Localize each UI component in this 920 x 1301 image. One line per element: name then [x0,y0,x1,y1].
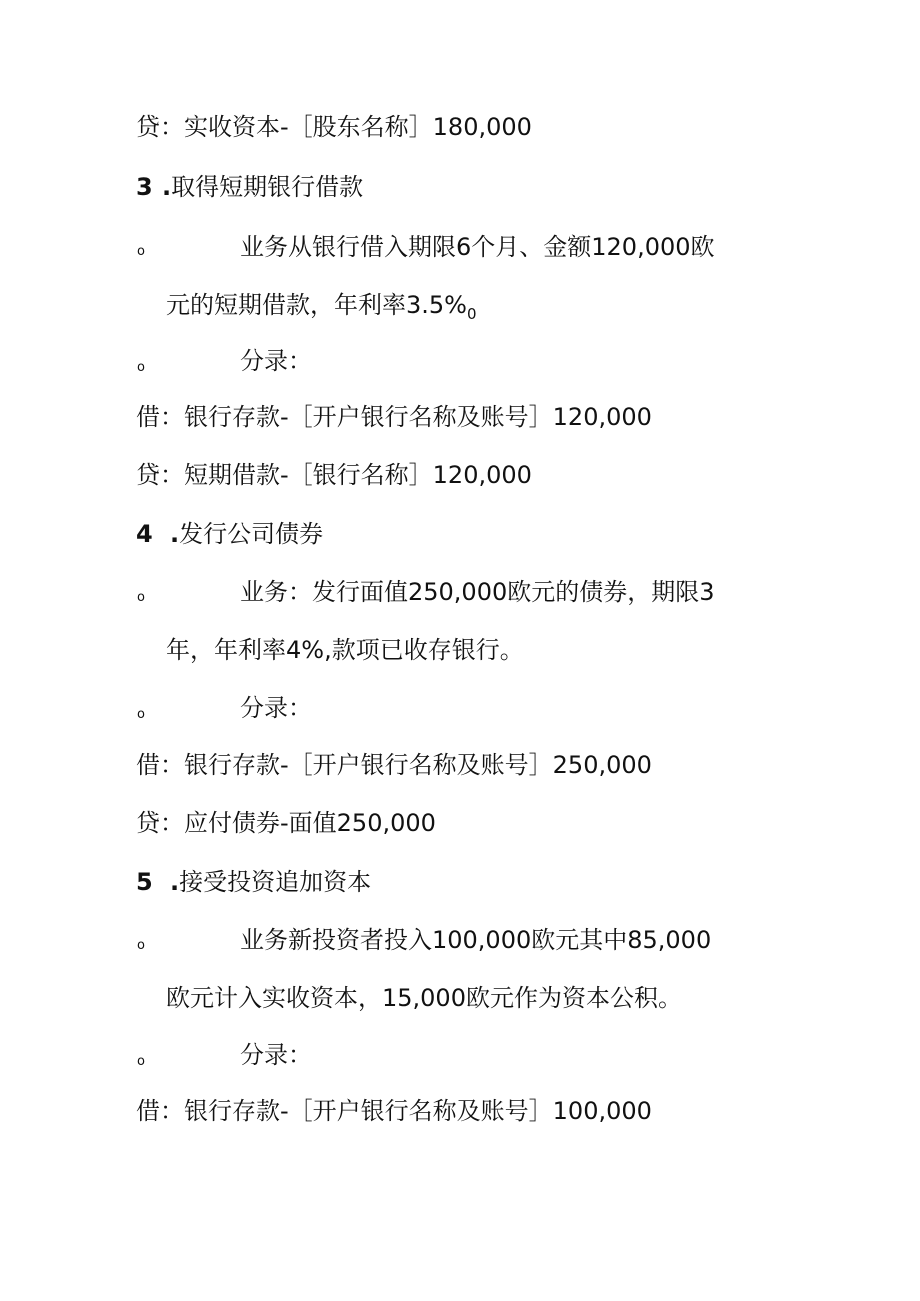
credit-entry-bonds-payable: 贷：应付债券-面值250,000 [136,809,436,837]
debit-entry-bank-deposit: 借：银行存款-［开户银行名称及账号］120,000 [136,403,652,431]
section-dot: . [162,173,172,201]
section-heading-3 [136,172,363,202]
section-heading-5 [136,867,371,897]
subscript-zero: 0 [466,305,477,323]
credit-entry-paid-in-capital: 贷：实收资本-［股东名称］180,000 [136,113,532,141]
section-number: 4 [136,520,153,548]
bullet-icon: o [137,938,145,953]
bullet-icon: o [137,244,145,259]
business-description: 业务新投资者投入100,000欧元其中85,000 [240,926,712,954]
section-number: 5 [136,868,153,896]
bullet-icon: o [137,707,145,722]
section-number: 3 [136,173,153,201]
business-description: 业务：发行面值250,000欧元的债券，期限3 [240,578,715,606]
credit-entry-short-term-loan: 贷：短期借款-［银行名称］120,000 [136,461,532,489]
entry-label: 分录： [240,347,312,375]
bullet-icon: o [137,360,145,375]
entry-label: 分录： [240,1041,312,1069]
debit-entry-bank-deposit: 借：银行存款-［开户银行名称及账号］100,000 [136,1097,652,1125]
bullet-icon: o [137,1054,145,1069]
section-title: 取得短期银行借款 [171,173,364,201]
entry-label: 分录： [240,694,312,722]
business-description: 业务从银行借入期限6个月、金额120,000欧 [240,233,715,261]
section-dot: . [170,868,180,896]
section-title: 接受投资追加资本 [179,868,372,896]
business-description-continued: 欧元计入实收资本，15,000欧元作为资本公积。 [166,984,682,1012]
section-heading-4 [136,519,323,549]
debit-entry-bank-deposit: 借：银行存款-［开户银行名称及账号］250,000 [136,751,652,779]
business-description-continued: 年，年利率4%,款项已收存银行。 [166,636,524,664]
business-description-continued: 元的短期借款，年利率$3.5\%_0$ [166,291,477,323]
bullet-icon: o [137,590,145,605]
section-title: 发行公司债券 [179,520,324,548]
section-dot: . [170,520,180,548]
